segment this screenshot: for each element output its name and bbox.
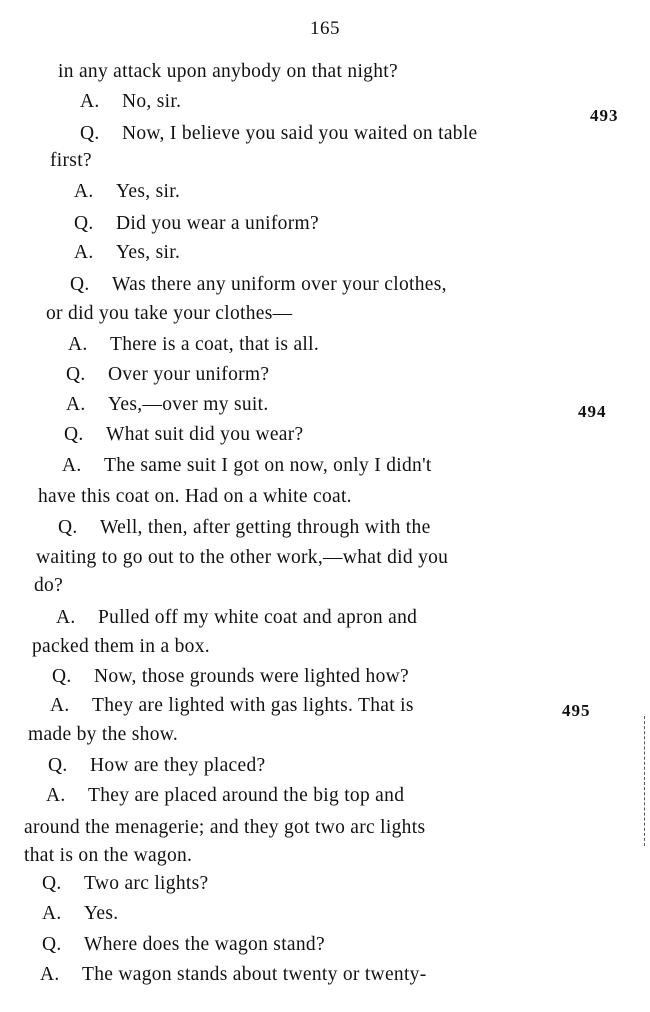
continuation-line — [28, 724, 178, 746]
speaker-label: A. — [74, 181, 94, 202]
line-text: that is on the wagon. — [24, 845, 193, 866]
speaker-label: Q. — [42, 873, 62, 894]
question-line — [70, 274, 447, 296]
line-text: There is a coat, that is all. — [110, 334, 320, 355]
speaker-label: A. — [68, 334, 88, 355]
line-text: first? — [50, 150, 92, 171]
answer-line — [74, 181, 180, 203]
continuation-line — [38, 486, 352, 508]
line-text: around the menagerie; and they got two arc lights — [24, 817, 426, 838]
continuation-line — [36, 547, 448, 569]
line-text: What suit did you wear? — [106, 424, 304, 445]
question-line — [80, 123, 478, 145]
line-text: Yes, sir. — [116, 242, 181, 263]
speaker-label: Q. — [42, 934, 62, 955]
speaker-label: A. — [42, 903, 62, 924]
line-text: How are they placed? — [90, 755, 266, 776]
line-text: Where does the wagon stand? — [84, 934, 325, 955]
speaker-label: A. — [46, 785, 66, 806]
speaker-label: Q. — [74, 213, 94, 234]
answer-line — [74, 242, 180, 264]
line-text: Over your uniform? — [108, 364, 270, 385]
margin-number: 495 — [562, 701, 591, 720]
line-text: Well, then, after getting through with the — [100, 517, 431, 538]
answer-line — [46, 785, 404, 807]
line-text: Pulled off my white coat and apron and — [98, 607, 418, 628]
page-number: 165 — [310, 18, 340, 39]
speaker-label: Q. — [58, 517, 78, 538]
question-line — [66, 364, 269, 386]
answer-line — [56, 607, 417, 629]
line-text: have this coat on. Had on a white coat. — [38, 486, 352, 507]
line-text: or did you take your clothes— — [46, 303, 293, 324]
question-line — [48, 755, 265, 777]
line-text: The same suit I got on now, only I didn't — [104, 455, 432, 476]
continuation-line — [50, 150, 92, 172]
line-text: They are lighted with gas lights. That is — [92, 695, 414, 716]
speaker-label: A. — [74, 242, 94, 263]
answer-line — [42, 903, 118, 925]
answer-line — [50, 695, 414, 717]
continuation-line — [24, 817, 425, 839]
continuation-line — [46, 303, 292, 325]
line-text: They are placed around the big top and — [88, 785, 405, 806]
speaker-label: Q. — [66, 364, 86, 385]
line-text: Did you wear a uniform? — [116, 213, 319, 234]
speaker-label: Q. — [64, 424, 84, 445]
answer-line — [62, 455, 432, 477]
question-line — [42, 873, 208, 895]
line-text: Yes, sir. — [116, 181, 181, 202]
speaker-label: Q. — [52, 666, 72, 687]
line-text: packed them in a box. — [32, 636, 210, 657]
line-text: Now, I believe you said you waited on table — [122, 123, 478, 144]
speaker-label: A. — [56, 607, 76, 628]
line-text: Was there any uniform over your clothes, — [112, 274, 447, 295]
continuation-line — [34, 575, 63, 597]
question-line — [74, 213, 319, 235]
line-text: in any attack upon anybody on that night? — [58, 61, 398, 82]
continuation-line — [24, 845, 192, 867]
page-edge-artifact — [644, 716, 646, 846]
line-text: No, sir. — [122, 91, 182, 112]
line-text: do? — [34, 575, 64, 596]
question-line — [42, 934, 325, 956]
speaker-label: A. — [62, 455, 82, 476]
question-line — [52, 666, 409, 688]
line-text: The wagon stands about twenty or twenty- — [82, 964, 427, 985]
line-text: Yes,—over my suit. — [108, 394, 269, 415]
speaker-label: Q. — [70, 274, 90, 295]
answer-line — [40, 964, 427, 986]
answer-line — [66, 394, 269, 416]
speaker-label: A. — [66, 394, 86, 415]
speaker-label: A. — [50, 695, 70, 716]
line-text: Yes. — [84, 903, 119, 924]
line-text: waiting to go out to the other work,—what did you — [36, 547, 449, 568]
speaker-label: A. — [80, 91, 100, 112]
continuation-line — [32, 636, 210, 658]
line-text: Two arc lights? — [84, 873, 209, 894]
line-text: made by the show. — [28, 724, 179, 745]
speaker-label: Q. — [48, 755, 68, 776]
line-text: Now, those grounds were lighted how? — [94, 666, 409, 687]
margin-number: 494 — [578, 402, 607, 421]
question-line — [58, 517, 431, 539]
question-line — [64, 424, 304, 446]
continuation-line — [58, 61, 398, 83]
speaker-label: Q. — [80, 123, 100, 144]
speaker-label: A. — [40, 964, 60, 985]
answer-line — [80, 91, 181, 113]
margin-number: 493 — [590, 106, 619, 125]
answer-line — [68, 334, 319, 356]
